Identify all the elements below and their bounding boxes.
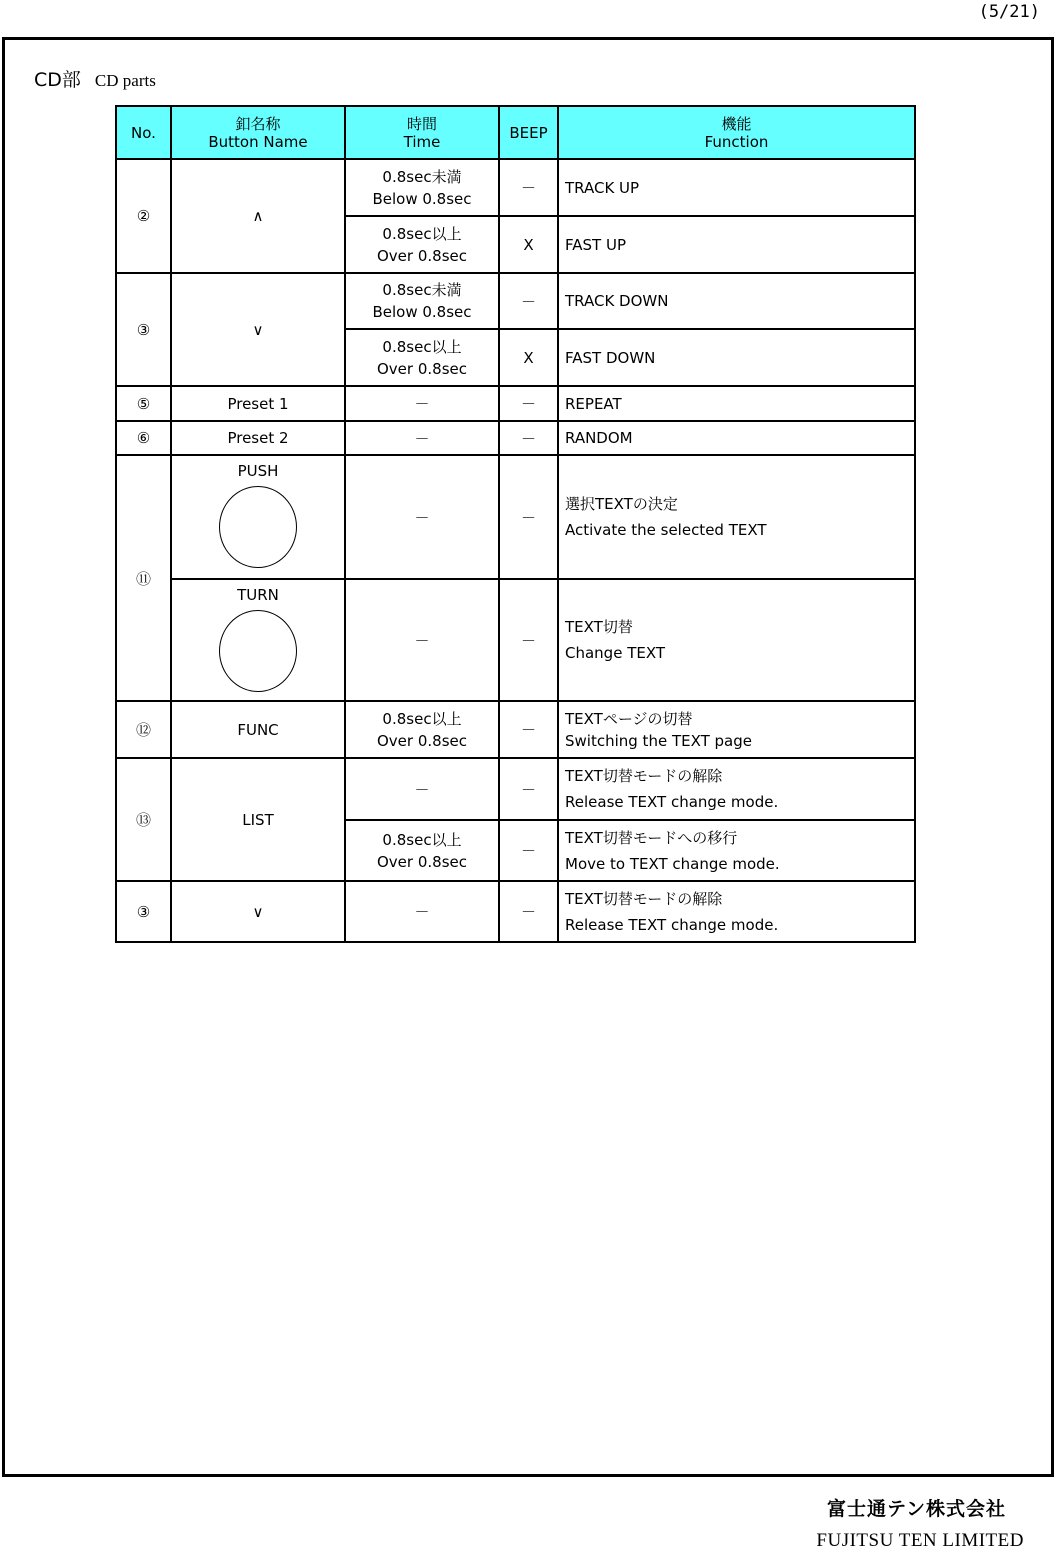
row-beep: － [499,820,558,881]
row-function: FAST DOWN [558,329,915,386]
knob-circle-icon [219,610,297,692]
function-en: Activate the selected TEXT [565,521,767,539]
row-time [345,701,499,758]
header-function-jp: 機能 [721,114,752,133]
row-beep: － [499,159,558,216]
function-jp: TEXT切替 [565,618,633,636]
function-en: Release TEXT change mode. [565,915,779,934]
time-en: Over 0.8sec [377,852,467,871]
row-time: － [345,455,499,579]
section-title-jp: CD部 [34,69,81,91]
row-time: － [345,386,499,421]
function-en: Move to TEXT change mode. [565,854,780,873]
row-function: REPEAT [558,386,915,421]
row-beep: － [499,579,558,701]
time-jp: 0.8sec以上 [382,709,462,728]
row-no: ⑬ [116,758,171,881]
table-row [116,159,915,216]
function-jp: TEXT切替モードの解除 [565,889,723,908]
header-button-name [171,106,345,159]
header-button-en: Button Name [208,132,308,151]
section-title-en: CD parts [94,71,156,90]
table-row [116,579,915,701]
row-no: ② [116,159,171,273]
row-function: RANDOM [558,421,915,455]
row-no: ⑪ [116,455,171,701]
row-time: － [345,758,499,820]
company-name-en: FUJITSU TEN LIMITED [816,1530,1024,1551]
header-function-en: Function [704,132,769,151]
row-function: TRACK UP [558,159,915,216]
row-function [558,820,915,881]
company-name-jp: 富士通テン株式会社 [826,1498,1006,1520]
header-beep: BEEP [499,106,558,159]
row-function: FAST UP [558,216,915,273]
row-no: ⑤ [116,386,171,421]
table-row [116,881,915,942]
row-beep: － [499,455,558,579]
row-function [558,881,915,942]
row-button: ∧ [171,159,345,273]
row-time [345,273,499,329]
row-beep: － [499,881,558,942]
row-button: Preset 2 [171,421,345,455]
row-time [345,216,499,273]
function-jp: 選択TEXTの決定 [565,495,678,513]
table-row [116,386,915,421]
row-button: LIST [171,758,345,881]
row-button [171,579,345,701]
header-time-en: Time [403,132,441,151]
row-no: ③ [116,881,171,942]
row-beep: － [499,758,558,820]
table-row [116,701,915,758]
turn-label: TURN [237,586,279,604]
time-en: Over 0.8sec [377,731,467,750]
push-label: PUSH [237,462,279,480]
row-time: － [345,579,499,701]
push-knob [172,462,344,572]
header-time-jp: 時間 [406,114,437,133]
table-row [116,758,915,820]
time-jp: 0.8sec未満 [382,167,462,186]
time-en: Below 0.8sec [372,303,472,321]
row-function: TRACK DOWN [558,273,915,329]
row-function [558,701,915,758]
row-time: － [345,881,499,942]
function-jp: TEXTページの切替 [565,709,693,728]
row-function [558,579,915,701]
time-en: Over 0.8sec [377,359,467,378]
page-number: (5/21) [978,2,1040,22]
row-beep: X [499,329,558,386]
row-function [558,758,915,820]
row-no: ⑫ [116,701,171,758]
row-time [345,329,499,386]
row-beep: － [499,386,558,421]
row-button: ∨ [171,273,345,386]
row-button: ∨ [171,881,345,942]
header-row [116,106,915,159]
function-en: Switching the TEXT page [565,731,752,750]
header-button-jp: 釦名称 [235,114,281,133]
function-en: Release TEXT change mode. [565,793,779,811]
row-time [345,820,499,881]
function-en: Change TEXT [565,644,666,662]
time-jp: 0.8sec以上 [382,830,462,849]
time-jp: 0.8sec以上 [382,337,462,356]
time-en: Over 0.8sec [377,246,467,265]
row-button [171,455,345,579]
function-jp: TEXT切替モードへの移行 [565,828,738,847]
function-jp: TEXT切替モードの解除 [565,767,723,785]
row-button: FUNC [171,701,345,758]
header-time [345,106,499,159]
row-button: Preset 1 [171,386,345,421]
turn-knob [172,586,344,696]
row-time: － [345,421,499,455]
row-no: ⑥ [116,421,171,455]
row-beep: － [499,273,558,329]
header-no: No. [116,106,171,159]
cd-button-table [115,105,916,943]
row-beep: － [499,701,558,758]
row-no: ③ [116,273,171,386]
row-time [345,159,499,216]
section-title [34,65,156,92]
table-row [116,273,915,329]
table-row [116,455,915,579]
time-jp: 0.8sec以上 [382,224,462,243]
time-jp: 0.8sec未満 [382,281,462,299]
row-function [558,455,915,579]
row-beep: X [499,216,558,273]
table-row [116,421,915,455]
row-beep: － [499,421,558,455]
header-function [558,106,915,159]
time-en: Below 0.8sec [372,189,472,208]
knob-circle-icon [219,486,297,568]
